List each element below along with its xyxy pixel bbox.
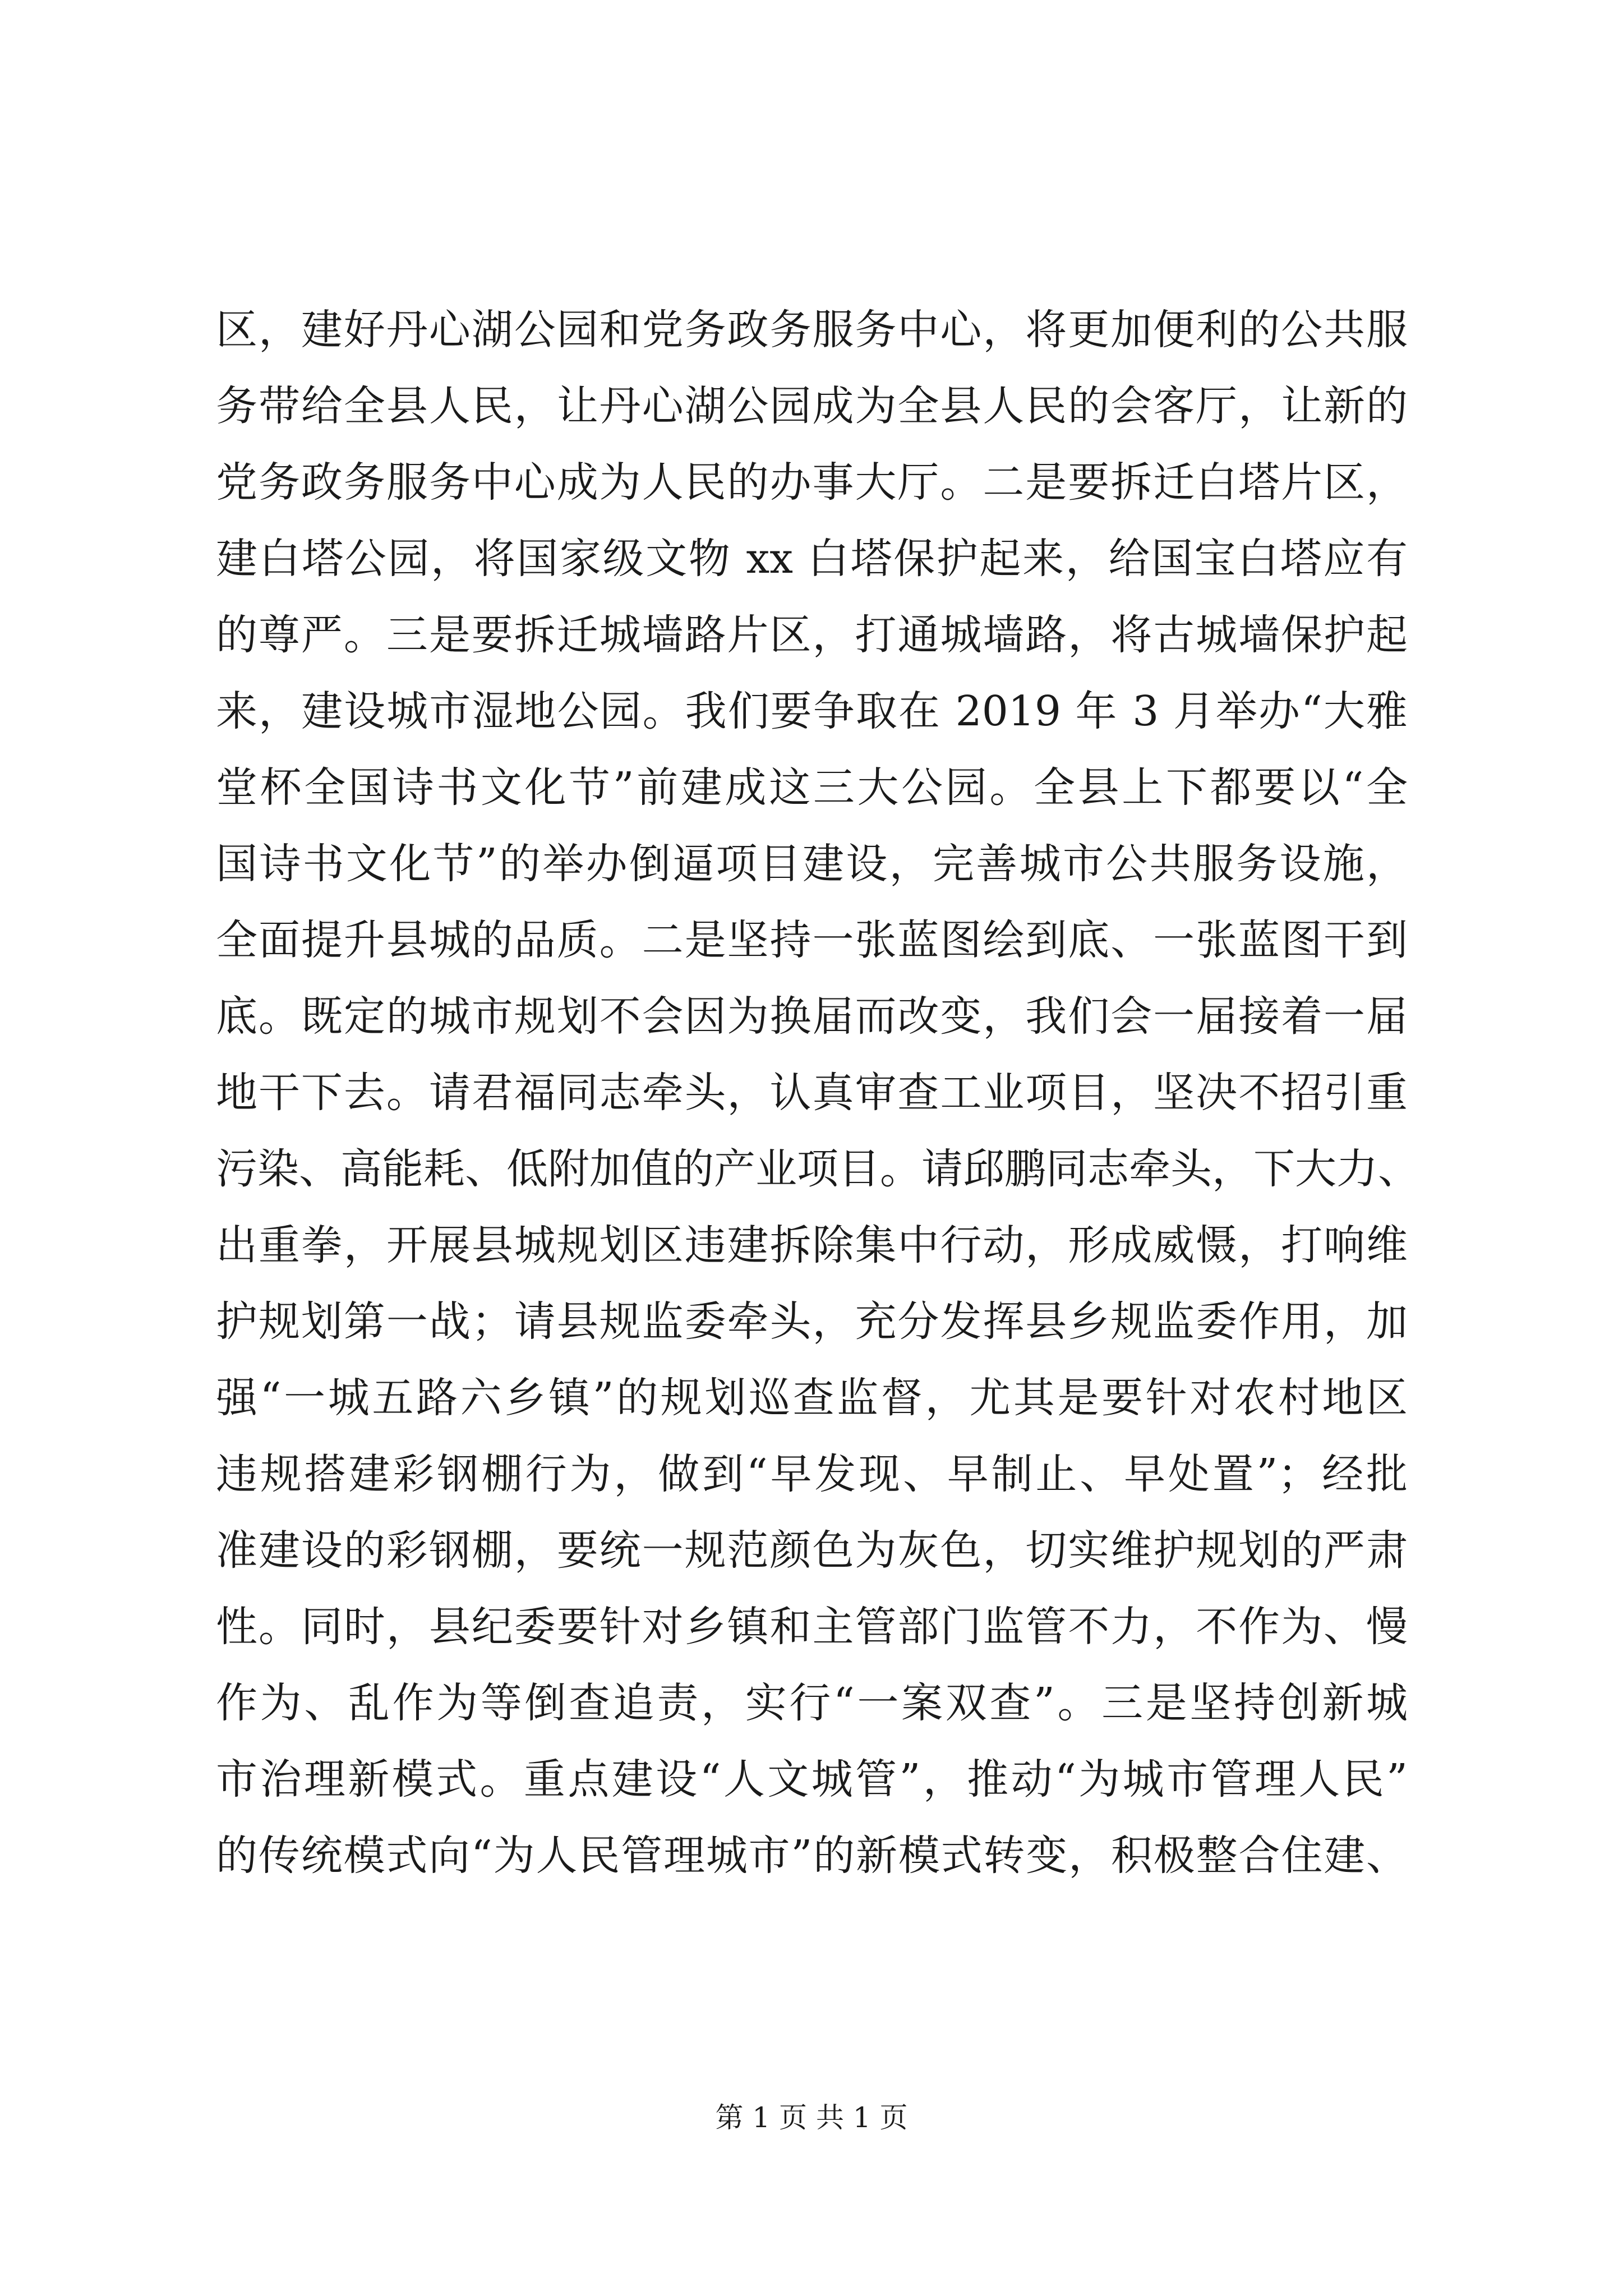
text-line: 区，建好丹心湖公园和党务政务服务中心，将更加便利的公共服 [216, 306, 1408, 354]
text-line: 出重拳，开展县城规划区违建拆除集中行动，形成威慑，打响维 [216, 1221, 1408, 1269]
text-line: 性。同时，县纪委要针对乡镇和主管部门监管不力，不作为、慢 [216, 1603, 1408, 1651]
text-line: 来，建设城市湿地公园。我们要争取在 2019 年 3 月举办“大雅 [216, 687, 1408, 735]
text-line: 准建设的彩钢棚，要统一规范颜色为灰色，切实维护规划的严肃 [216, 1526, 1408, 1575]
text-line: 的尊严。三是要拆迁城墙路片区，打通城墙路，将古城墙保护起 [216, 611, 1408, 659]
text-line: 国诗书文化节”的举办倒逼项目建设，完善城市公共服务设施， [216, 840, 1408, 888]
text-line: 强“一城五路六乡镇”的规划巡查监督，尤其是要针对农村地区 [216, 1374, 1408, 1422]
page-number-label: 第 1 页 共 1 页 [715, 2101, 908, 2134]
text-line: 务带给全县人民，让丹心湖公园成为全县人民的会客厅，让新的 [216, 382, 1408, 430]
text-line: 的传统模式向“为人民管理城市”的新模式转变，积极整合住建、 [216, 1832, 1408, 1880]
text-line: 堂杯全国诗书文化节”前建成这三大公园。全县上下都要以“全 [216, 763, 1408, 812]
body-text [216, 292, 1419, 1894]
text-line: 污染、高能耗、低附加值的产业项目。请邱鹏同志牵头，下大力、 [216, 1145, 1419, 1193]
text-line: 地干下去。请君福同志牵头，认真审查工业项目，坚决不招引重 [216, 1069, 1408, 1117]
text-line: 建白塔公园，将国家级文物 xx 白塔保护起来，给国宝白塔应有 [216, 535, 1408, 583]
text-line: 违规搭建彩钢棚行为，做到“早发现、早制止、早处置”；经批 [216, 1450, 1408, 1498]
text-line: 市治理新模式。重点建设“人文城管”，推动“为城市管理人民” [216, 1755, 1408, 1803]
text-line: 作为、乱作为等倒查追责，实行“一案双查”。三是坚持创新城 [216, 1679, 1408, 1727]
text-line: 底。既定的城市规划不会因为换届而改变，我们会一届接着一届 [216, 992, 1408, 1041]
text-line: 党务政务服务中心成为人民的办事大厅。二是要拆迁白塔片区， [216, 458, 1408, 507]
text-line: 全面提升县城的品质。二是坚持一张蓝图绘到底、一张蓝图干到 [216, 916, 1408, 964]
page-footer [0, 2098, 1623, 2137]
text-line: 护规划第一战；请县规监委牵头，充分发挥县乡规监委作用，加 [216, 1297, 1408, 1346]
